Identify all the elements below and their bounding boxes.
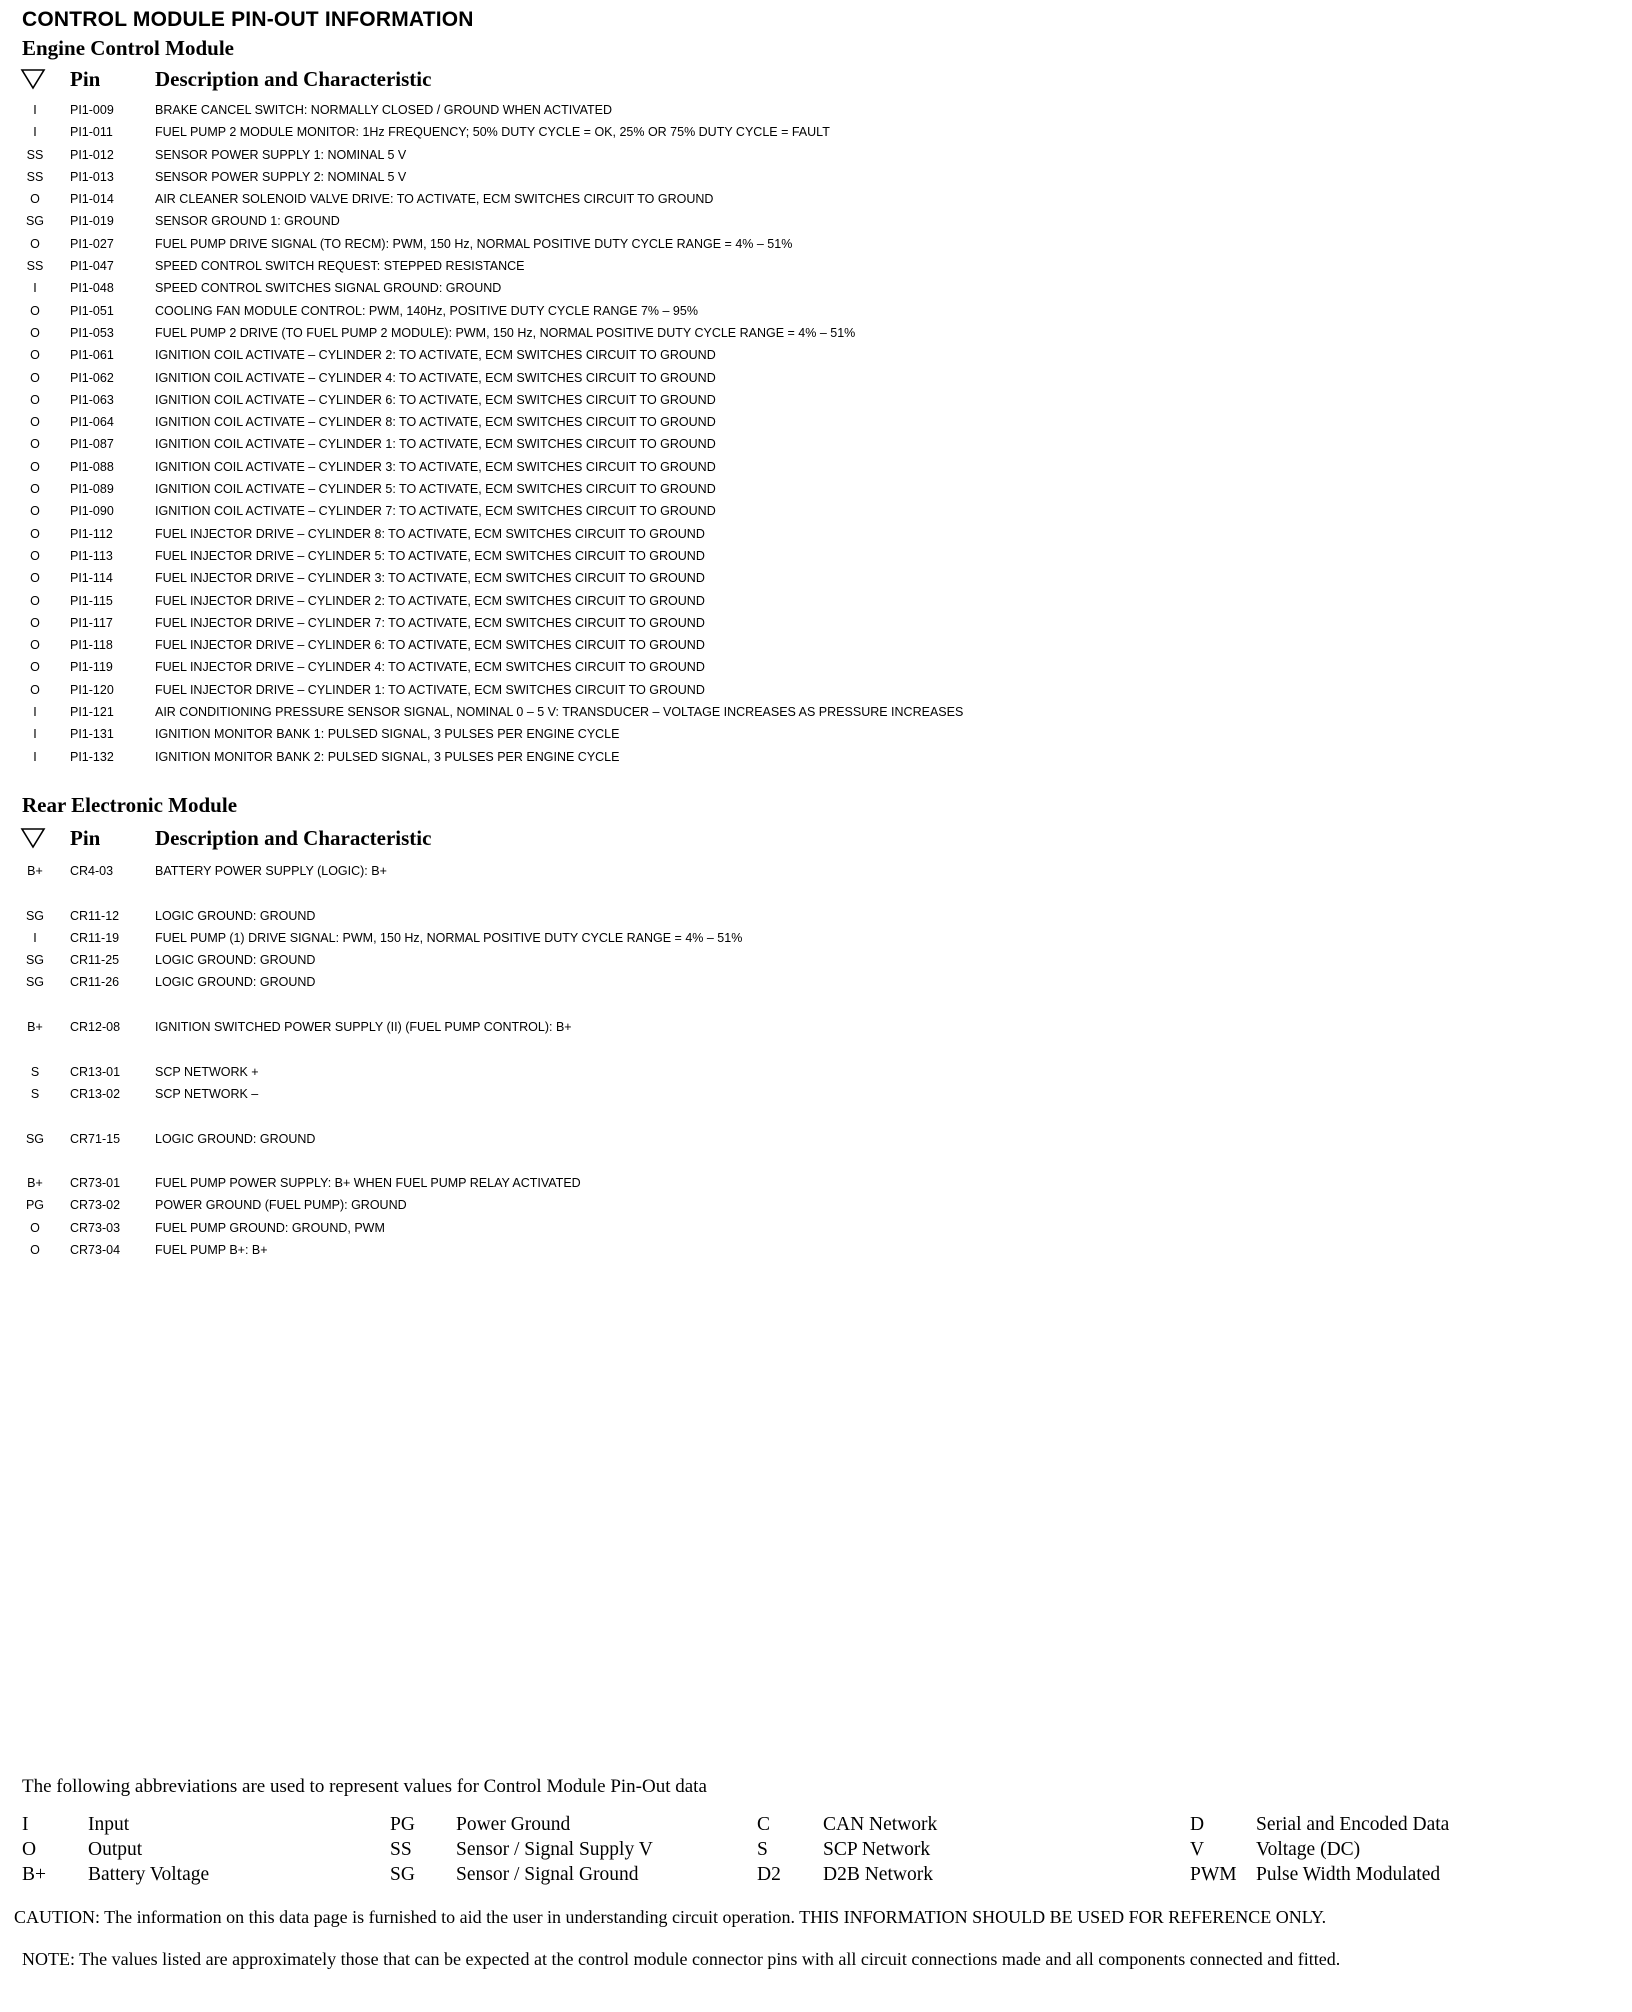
pin-type-cell: SG [25,975,45,990]
pin-id-cell: CR12-08 [70,1020,121,1035]
description-cell: LOGIC GROUND: GROUND [155,975,316,990]
table-row [20,523,1620,545]
pin-id-cell: PI1-115 [70,593,113,608]
table-row [20,860,1620,882]
table-row [20,1172,1620,1194]
abbreviation-code: I [22,1814,29,1835]
triangle-down-icon [20,67,46,96]
pin-type-cell: I [33,727,37,742]
description-cell: FUEL INJECTOR DRIVE – CYLINDER 8: TO ACTIVATE, ECM SWITCHES CIRCUIT TO GROUND [155,526,705,541]
table-row [20,210,1620,232]
abbreviation-meaning: D2B Network [823,1864,933,1885]
pin-type-cell: O [30,593,40,608]
pin-id-cell: PI1-012 [70,147,114,162]
abbreviation-code: C [757,1814,771,1835]
abbreviation-meaning: SCP Network [823,1839,931,1860]
description-column-header: Description and Characteristic [155,67,432,91]
description-cell: FUEL INJECTOR DRIVE – CYLINDER 6: TO ACTIVATE, ECM SWITCHES CIRCUIT TO GROUND [155,638,705,653]
description-cell: LOGIC GROUND: GROUND [155,1131,316,1146]
pin-id-cell: PI1-047 [70,259,114,274]
description-cell: FUEL INJECTOR DRIVE – CYLINDER 3: TO ACTIVATE, ECM SWITCHES CIRCUIT TO GROUND [155,571,705,586]
pin-id-cell: PI1-088 [70,459,114,474]
rear-pin-table [20,860,1620,1261]
pin-type-cell: O [30,348,40,363]
description-cell: POWER GROUND (FUEL PUMP): GROUND [155,1198,407,1213]
description-cell: IGNITION COIL ACTIVATE – CYLINDER 5: TO ACTIVATE, ECM SWITCHES CIRCUIT TO GROUND [155,482,716,497]
pin-type-cell: O [30,392,40,407]
description-cell: COOLING FAN MODULE CONTROL: PWM, 140Hz, POSITIVE DUTY CYCLE RANGE 7% – 95% [155,303,698,318]
abbreviation-code: B+ [22,1864,47,1885]
pin-id-cell: PI1-120 [70,682,114,697]
table-row [20,927,1620,949]
pin-type-cell: O [30,1243,40,1258]
pin-id-cell: PI1-013 [70,169,114,184]
pin-id-cell: PI1-131 [70,727,114,742]
table-row [20,166,1620,188]
pin-type-cell: I [33,281,37,296]
abbreviation-entry [757,1862,1177,1887]
pin-type-cell: SG [25,1131,45,1146]
table-row [20,905,1620,927]
description-cell: BRAKE CANCEL SWITCH: NORMALLY CLOSED / GROUND WHEN ACTIVATED [155,103,613,117]
table-row [20,389,1620,411]
pin-type-cell: O [30,325,40,340]
abbreviation-entry [390,1837,810,1862]
description-cell: SENSOR POWER SUPPLY 1: NOMINAL 5 V [155,147,407,162]
pin-type-cell: O [30,192,40,207]
pin-type-cell: PG [25,1198,45,1213]
description-cell: IGNITION COIL ACTIVATE – CYLINDER 1: TO ACTIVATE, ECM SWITCHES CIRCUIT TO GROUND [155,437,716,452]
table-row [20,634,1620,656]
description-cell: FUEL INJECTOR DRIVE – CYLINDER 1: TO ACTIVATE, ECM SWITCHES CIRCUIT TO GROUND [155,682,705,697]
pin-id-cell: PI1-119 [70,660,113,675]
description-cell: FUEL INJECTOR DRIVE – CYLINDER 5: TO ACTIVATE, ECM SWITCHES CIRCUIT TO GROUND [155,548,705,563]
description-cell: IGNITION COIL ACTIVATE – CYLINDER 4: TO ACTIVATE, ECM SWITCHES CIRCUIT TO GROUND [155,370,716,385]
table-row [20,746,1620,768]
table-row [20,322,1620,344]
pin-id-cell: CR71-15 [70,1131,121,1146]
pin-type-cell: O [30,415,40,430]
description-cell: SPEED CONTROL SWITCH REQUEST: STEPPED RESISTANCE [155,259,525,274]
pin-type-cell: SG [25,953,45,968]
abbreviation-code: PG [390,1814,415,1835]
pin-type-cell: O [30,459,40,474]
abbreviation-entry [22,1837,442,1862]
pin-type-cell: O [30,236,40,251]
pin-id-cell: CR73-04 [70,1243,121,1258]
description-column-header: Description and Characteristic [155,826,432,850]
abbreviation-entry [1190,1862,1610,1887]
caution-text: CAUTION: The information on this data page is furnished to aid the user in understanding circuit operation. THIS INFORMATION SHOULD BE USED FOR REFERENCE ONLY. [14,1907,1327,1927]
description-cell: FUEL PUMP POWER SUPPLY: B+ WHEN FUEL PUMP RELAY ACTIVATED [155,1176,581,1191]
pin-id-cell: PI1-048 [70,281,114,296]
pin-type-cell: O [30,370,40,385]
pin-column-header: Pin [70,67,101,91]
table-row [20,1150,1620,1172]
abbreviation-code: O [22,1839,37,1860]
abbreviation-meaning: CAN Network [823,1814,938,1835]
table-row [20,433,1620,455]
pin-type-cell: O [30,1220,40,1235]
pin-id-cell: PI1-113 [70,548,113,563]
table-row [20,1239,1620,1261]
abbreviation-meaning: Serial and Encoded Data [1256,1814,1450,1835]
pin-type-cell: S [30,1064,40,1079]
table-row [20,277,1620,299]
pin-id-cell: CR11-19 [70,930,120,945]
pin-type-cell: O [30,660,40,675]
pin-id-cell: PI1-009 [70,103,114,117]
pin-id-cell: PI1-051 [70,303,114,318]
abbreviation-meaning: Battery Voltage [88,1864,210,1885]
abbreviation-code: PWM [1190,1864,1237,1885]
description-cell: FUEL INJECTOR DRIVE – CYLINDER 7: TO ACTIVATE, ECM SWITCHES CIRCUIT TO GROUND [155,615,705,630]
description-cell: BATTERY POWER SUPPLY (LOGIC): B+ [155,864,387,878]
abbreviation-meaning: Sensor / Signal Supply V [456,1839,653,1860]
abbreviation-entry [22,1862,442,1887]
pin-id-cell: PI1-112 [70,526,113,541]
description-cell: SCP NETWORK – [155,1086,259,1101]
description-cell: IGNITION SWITCHED POWER SUPPLY (II) (FUEL PUMP CONTROL): B+ [155,1020,572,1035]
engine-pin-table [20,99,1620,768]
pin-column-header: Pin [70,826,101,850]
table-row [20,723,1620,745]
pin-type-cell: B+ [27,1176,43,1191]
pin-type-cell: SS [26,169,44,184]
description-cell: IGNITION COIL ACTIVATE – CYLINDER 3: TO ACTIVATE, ECM SWITCHES CIRCUIT TO GROUND [155,459,716,474]
pin-id-cell: PI1-011 [70,125,113,140]
table-row [20,1083,1620,1105]
abbreviation-entry [390,1812,810,1837]
table-row [20,188,1620,210]
description-cell: SENSOR GROUND 1: GROUND [155,214,340,229]
description-cell: LOGIC GROUND: GROUND [155,908,316,923]
table-row [20,300,1620,322]
abbreviation-meaning: Input [88,1814,130,1835]
description-cell: FUEL PUMP (1) DRIVE SIGNAL: PWM, 150 Hz, NORMAL POSITIVE DUTY CYCLE RANGE = 4% – 51% [155,930,743,945]
description-cell: FUEL INJECTOR DRIVE – CYLINDER 2: TO ACTIVATE, ECM SWITCHES CIRCUIT TO GROUND [155,593,705,608]
table-row [20,1194,1620,1216]
abbreviation-meaning: Voltage (DC) [1256,1839,1361,1860]
table-row [20,233,1620,255]
description-cell: AIR CONDITIONING PRESSURE SENSOR SIGNAL, NOMINAL 0 – 5 V: TRANSDUCER – VOLTAGE INCREASES AS PRESSURE INCREASES [155,705,964,720]
engine-module-title: Engine Control Module [22,36,234,60]
pin-id-cell: CR73-03 [70,1220,121,1235]
pin-type-cell: O [30,482,40,497]
description-cell: FUEL INJECTOR DRIVE – CYLINDER 4: TO ACTIVATE, ECM SWITCHES CIRCUIT TO GROUND [155,660,705,675]
pin-type-cell: I [33,103,37,117]
table-row [20,1016,1620,1038]
pin-type-cell: SS [26,147,44,162]
abbreviation-code: SG [390,1864,415,1885]
pin-type-cell: O [30,504,40,519]
pin-id-cell: CR11-26 [70,975,120,990]
pin-type-cell: B+ [27,864,43,878]
abbreviation-meaning: Output [88,1839,143,1860]
pin-id-cell: PI1-121 [70,705,114,720]
pin-id-cell: PI1-089 [70,482,114,497]
abbreviation-code: S [757,1839,768,1860]
pin-type-cell: O [30,437,40,452]
abbreviation-meaning: Sensor / Signal Ground [456,1864,639,1885]
pin-type-cell: I [33,125,37,140]
pin-id-cell: PI1-014 [70,192,114,207]
table-row [20,1038,1620,1060]
table-row [20,590,1620,612]
pin-id-cell: CR73-02 [70,1198,121,1213]
abbreviation-code: V [1190,1839,1205,1860]
pin-type-cell: B+ [27,1020,43,1035]
description-cell: FUEL PUMP 2 DRIVE (TO FUEL PUMP 2 MODULE): PWM, 150 Hz, NORMAL POSITIVE DUTY CYCLE RANGE = 4% – 51% [155,325,856,340]
pin-type-cell: I [33,930,37,945]
description-cell: IGNITION MONITOR BANK 1: PULSED SIGNAL, 3 PULSES PER ENGINE CYCLE [155,727,620,742]
pin-id-cell: CR4-03 [70,864,114,878]
table-row [20,144,1620,166]
triangle-down-icon [20,826,46,855]
description-cell: IGNITION MONITOR BANK 2: PULSED SIGNAL, 3 PULSES PER ENGINE CYCLE [155,749,620,764]
abbreviation-entry [1190,1837,1610,1862]
description-cell: FUEL PUMP 2 MODULE MONITOR: 1Hz FREQUENCY; 50% DUTY CYCLE = OK, 25% OR 75% DUTY CYCLE = FAULT [155,125,830,140]
table-row [20,344,1620,366]
pin-id-cell: PI1-117 [70,615,113,630]
table-row [20,99,1620,121]
table-row [20,1061,1620,1083]
pin-type-cell: I [33,705,37,720]
table-row [20,500,1620,522]
pin-id-cell: PI1-132 [70,749,114,764]
table-row [20,456,1620,478]
pin-id-cell: CR13-02 [70,1086,121,1101]
rear-table-header [20,826,1620,854]
pin-id-cell: PI1-064 [70,415,114,430]
pin-id-cell: PI1-062 [70,370,114,385]
pin-type-cell: O [30,682,40,697]
pin-id-cell: CR73-01 [70,1176,121,1191]
abbreviation-meaning: Power Ground [456,1814,571,1835]
abbreviation-entry [757,1812,1177,1837]
description-cell: LOGIC GROUND: GROUND [155,953,316,968]
abbreviations-legend [22,1812,1622,1892]
table-row [20,701,1620,723]
description-cell: SCP NETWORK + [155,1064,259,1079]
pin-id-cell: PI1-053 [70,325,114,340]
description-cell: SPEED CONTROL SWITCHES SIGNAL GROUND: GROUND [155,281,502,296]
pin-type-cell: O [30,638,40,653]
pin-type-cell: O [30,303,40,318]
pin-id-cell: PI1-087 [70,437,114,452]
note-text: NOTE: The values listed are approximately those that can be expected at the control module connector pins with all circuit connections made and all components connected and fitted. [22,1949,1341,1969]
pin-id-cell: PI1-019 [70,214,114,229]
pin-id-cell: PI1-027 [70,236,114,251]
table-row [20,478,1620,500]
table-row [20,949,1620,971]
pin-id-cell: PI1-114 [70,571,113,586]
pin-type-cell: SS [26,259,44,274]
pin-id-cell: CR13-01 [70,1064,121,1079]
abbreviations-intro: The following abbreviations are used to represent values for Control Module Pin-Out data [22,1776,707,1797]
abbreviation-entry [1190,1812,1610,1837]
abbreviation-entry [390,1862,810,1887]
pin-type-cell: SG [25,214,45,229]
pin-type-cell: O [30,548,40,563]
pin-type-cell: O [30,615,40,630]
pin-type-cell: SG [25,908,45,923]
table-row [20,994,1620,1016]
description-cell: IGNITION COIL ACTIVATE – CYLINDER 6: TO ACTIVATE, ECM SWITCHES CIRCUIT TO GROUND [155,392,716,407]
table-row [20,679,1620,701]
pin-type-cell: O [30,526,40,541]
pin-type-cell: S [30,1086,40,1101]
table-row [20,882,1620,904]
table-row [20,545,1620,567]
table-row [20,121,1620,143]
pin-id-cell: PI1-063 [70,392,114,407]
abbreviation-meaning: Pulse Width Modulated [1256,1864,1441,1885]
description-cell: IGNITION COIL ACTIVATE – CYLINDER 8: TO ACTIVATE, ECM SWITCHES CIRCUIT TO GROUND [155,415,716,430]
abbreviation-code: SS [390,1839,412,1860]
document-title: CONTROL MODULE PIN-OUT INFORMATION [22,8,474,31]
table-row [20,612,1620,634]
description-cell: IGNITION COIL ACTIVATE – CYLINDER 7: TO ACTIVATE, ECM SWITCHES CIRCUIT TO GROUND [155,504,716,519]
abbreviation-entry [757,1837,1177,1862]
engine-table-header [20,67,1620,95]
description-cell: SENSOR POWER SUPPLY 2: NOMINAL 5 V [155,169,407,184]
table-row [20,1217,1620,1239]
description-cell: FUEL PUMP GROUND: GROUND, PWM [155,1220,385,1235]
description-cell: IGNITION COIL ACTIVATE – CYLINDER 2: TO ACTIVATE, ECM SWITCHES CIRCUIT TO GROUND [155,348,716,363]
pin-type-cell: I [33,749,37,764]
table-row [20,411,1620,433]
pin-id-cell: PI1-118 [70,638,113,653]
description-cell: FUEL PUMP B+: B+ [155,1243,268,1258]
rear-module-title: Rear Electronic Module [22,793,238,817]
pin-id-cell: PI1-090 [70,504,114,519]
pin-type-cell: O [30,571,40,586]
pin-id-cell: CR11-12 [70,908,120,923]
abbreviation-entry [22,1812,442,1837]
table-row [20,656,1620,678]
table-row [20,567,1620,589]
table-row [20,971,1620,993]
table-row [20,255,1620,277]
table-row [20,1105,1620,1127]
abbreviation-code: D [1190,1814,1205,1835]
pin-id-cell: PI1-061 [70,348,114,363]
pin-id-cell: CR11-25 [70,953,120,968]
description-cell: AIR CLEANER SOLENOID VALVE DRIVE: TO ACTIVATE, ECM SWITCHES CIRCUIT TO GROUND [155,192,714,207]
description-cell: FUEL PUMP DRIVE SIGNAL (TO RECM): PWM, 150 Hz, NORMAL POSITIVE DUTY CYCLE RANGE = 4% – 51% [155,236,793,251]
table-row [20,367,1620,389]
abbreviation-code: D2 [757,1864,781,1885]
table-row [20,1128,1620,1150]
